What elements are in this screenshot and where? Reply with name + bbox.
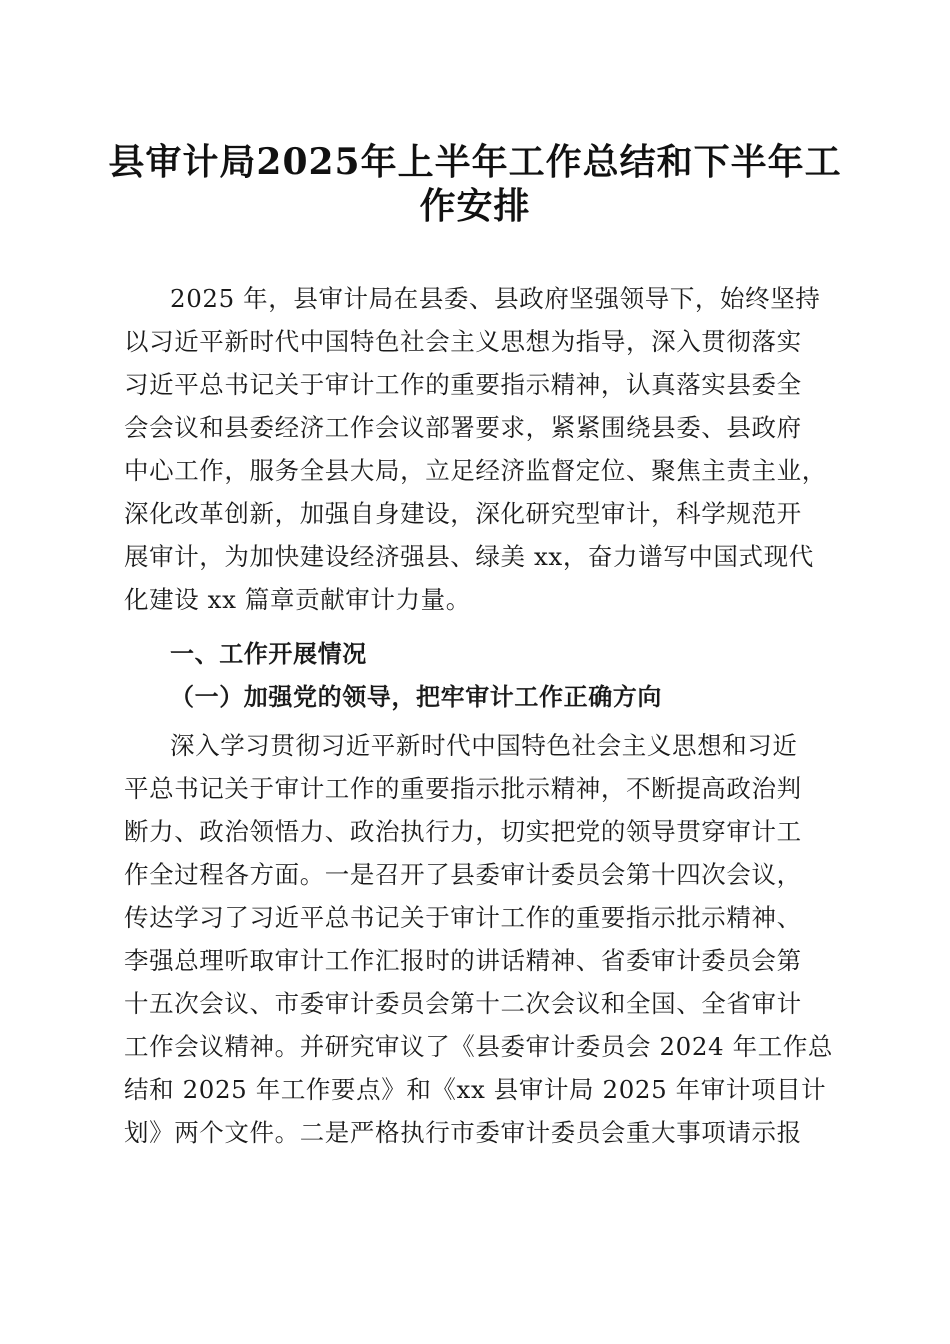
- paragraph-2-line: 传达学习了习近平总书记关于审计工作的重要指示批示精神、: [124, 903, 802, 932]
- document-title-line-2: 作安排: [419, 185, 531, 227]
- paragraph-2-line: 作全过程各方面。一是召开了县委审计委员会第十四次会议，: [124, 860, 802, 889]
- paragraph-2-line: 平总书记关于审计工作的重要指示批示精神，不断提高政治判: [124, 774, 802, 803]
- paragraph-1-line: 习近平总书记关于审计工作的重要指示精神，认真落实县委全: [124, 370, 802, 399]
- paragraph-2-line: 结和 2025 年工作要点》和《xx 县审计局 2025 年审计项目计: [124, 1075, 827, 1104]
- paragraph-1-line: 化建设 xx 篇章贡献审计力量。: [124, 585, 471, 614]
- paragraph-2-line: 十五次会议、市委审计委员会第十二次会议和全国、全省审计: [124, 989, 802, 1018]
- paragraph-2-line: 划》两个文件。二是严格执行市委审计委员会重大事项请示报: [124, 1118, 802, 1147]
- paragraph-2-line: 李强总理听取审计工作汇报时的讲话精神、省委审计委员会第: [124, 946, 802, 975]
- section-heading: 一、工作开展情况: [170, 640, 367, 668]
- document-title-line-1: 县审计局2025年上半年工作总结和下半年工: [108, 141, 842, 183]
- paragraph-1-line: 展审计，为加快建设经济强县、绿美 xx，奋力谱写中国式现代: [124, 542, 814, 571]
- paragraph-1-line: 以习近平新时代中国特色社会主义思想为指导，深入贯彻落实: [124, 327, 802, 356]
- paragraph-2-line: 深入学习贯彻习近平新时代中国特色社会主义思想和习近: [170, 731, 798, 760]
- subsection-heading: （一）加强党的领导，把牢审计工作正确方向: [170, 682, 662, 711]
- paragraph-2-line: 工作会议精神。并研究审议了《县委审计委员会 2024 年工作总: [124, 1032, 834, 1061]
- paragraph-1-line: 中心工作，服务全县大局，立足经济监督定位、聚焦主责主业，: [124, 456, 827, 485]
- paragraph-1-line: 深化改革创新，加强自身建设，深化研究型审计，科学规范开: [124, 499, 802, 528]
- paragraph-1-line: 2025 年，县审计局在县委、县政府坚强领导下，始终坚持: [170, 284, 821, 313]
- paragraph-2-line: 断力、政治领悟力、政治执行力，切实把党的领导贯穿审计工: [124, 817, 802, 846]
- paragraph-1-line: 会会议和县委经济工作会议部署要求，紧紧围绕县委、县政府: [124, 413, 802, 442]
